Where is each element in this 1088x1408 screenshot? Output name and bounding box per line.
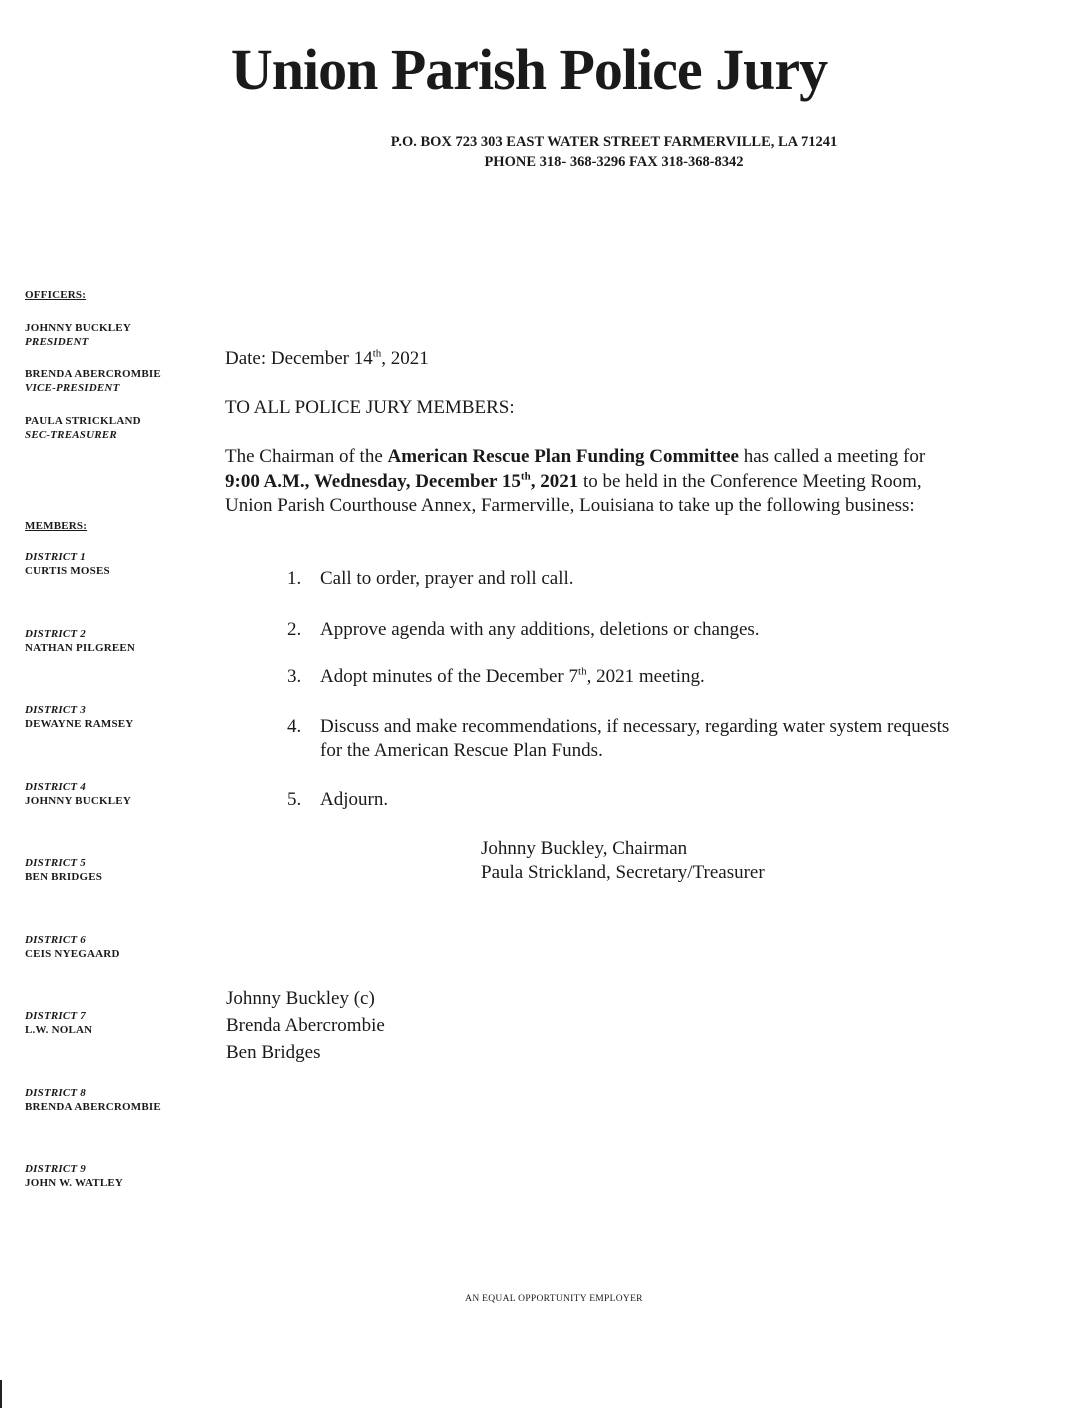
meeting-time-text: 9:00 A.M., Wednesday, December 15 — [225, 470, 521, 492]
member-name: CURTIS MOSES — [25, 565, 110, 577]
agenda-number: 4. — [287, 716, 302, 737]
agenda-text-sup: th — [578, 665, 587, 678]
agenda-text-pre: Adopt minutes of the December 7 — [320, 666, 579, 687]
member-district-6 — [25, 933, 120, 961]
letterhead-address — [0, 132, 1088, 172]
member-name: CEIS NYEGAARD — [25, 948, 120, 960]
address-line: P.O. BOX 723 303 EAST WATER STREET FARMERVILLE, LA 71241 — [390, 134, 838, 150]
organization-title: Union Parish Police Jury — [230, 37, 828, 102]
members-heading: MEMBERS: — [25, 520, 88, 532]
para-text: to be held in the Conference Meeting Room, Union Parish Courthouse Annex, Farmerville, Louisiana to take up the following business: — [225, 470, 922, 516]
agenda-item-4 — [287, 715, 977, 763]
committee-member: Johnny Buckley (c) — [226, 988, 375, 1009]
officer-sec-treasurer — [25, 414, 141, 442]
district-label: DISTRICT 3 — [25, 704, 86, 716]
agenda-text: Discuss and make recommendations, if necessary, regarding water system requests for the American Rescue Plan Funds. — [320, 716, 950, 761]
agenda-number: 2. — [287, 619, 302, 640]
member-district-7 — [25, 1009, 92, 1037]
member-district-2 — [25, 627, 135, 655]
member-district-4 — [25, 780, 131, 808]
letterhead — [0, 38, 1088, 102]
agenda-number: 1. — [287, 568, 302, 589]
date-year: , 2021 — [381, 348, 429, 369]
member-name: JOHNNY BUCKLEY — [25, 795, 131, 807]
member-district-3 — [25, 703, 133, 731]
agenda-text: Call to order, prayer and roll call. — [320, 568, 574, 589]
meeting-time-sup: th — [520, 470, 531, 483]
district-label: DISTRICT 8 — [25, 1087, 86, 1099]
member-district-1 — [25, 550, 110, 578]
phone-line: PHONE 318- 368-3296 FAX 318-368-8342 — [484, 154, 744, 170]
member-name: BRENDA ABERCROMBIE — [25, 1101, 161, 1113]
officer-role: SEC-TREASURER — [25, 429, 117, 441]
officer-president — [25, 321, 131, 349]
meeting-time — [225, 471, 578, 492]
letter-date — [225, 348, 429, 370]
agenda-number: 5. — [287, 789, 302, 810]
signature-block — [481, 837, 765, 885]
officer-role: VICE-PRESIDENT — [25, 382, 120, 394]
member-name: NATHAN PILGREEN — [25, 642, 136, 654]
district-label: DISTRICT 2 — [25, 628, 86, 640]
agenda-text: Approve agenda with any additions, deletions or changes. — [320, 619, 760, 640]
district-label: DISTRICT 5 — [25, 857, 86, 869]
meeting-paragraph — [225, 445, 960, 519]
agenda-text — [320, 665, 970, 689]
salutation: TO ALL POLICE JURY MEMBERS: — [225, 397, 515, 418]
signature-secretary: Paula Strickland, Secretary/Treasurer — [481, 862, 765, 883]
member-name: L.W. NOLAN — [25, 1024, 93, 1036]
officer-vice-president — [25, 367, 161, 395]
agenda-item-1 — [287, 567, 977, 591]
officer-name: PAULA STRICKLAND — [25, 415, 141, 427]
para-text: has called a meeting for — [738, 446, 926, 467]
district-label: DISTRICT 4 — [25, 781, 86, 793]
officer-name: JOHNNY BUCKLEY — [25, 322, 131, 334]
committee-members — [226, 985, 385, 1066]
agenda-item-2 — [287, 618, 977, 642]
officers-heading: OFFICERS: — [25, 289, 87, 301]
district-label: DISTRICT 7 — [25, 1010, 86, 1022]
footer-eoe: AN EQUAL OPPORTUNITY EMPLOYER — [465, 1294, 643, 1304]
officer-name: BRENDA ABERCROMBIE — [25, 368, 161, 380]
member-name: JOHN W. WATLEY — [25, 1177, 124, 1189]
district-label: DISTRICT 1 — [25, 551, 86, 563]
meeting-time-year: , 2021 — [530, 470, 579, 492]
committee-member: Ben Bridges — [226, 1042, 321, 1063]
district-label: DISTRICT 9 — [25, 1163, 86, 1175]
date-sup: th — [372, 347, 382, 360]
member-district-9 — [25, 1162, 123, 1190]
agenda-text-post: , 2021 meeting. — [586, 666, 705, 687]
district-label: DISTRICT 6 — [25, 934, 86, 946]
agenda-number: 3. — [287, 666, 302, 687]
committee-member: Brenda Abercrombie — [226, 1015, 385, 1036]
agenda-item-5 — [287, 788, 977, 812]
signature-chairman: Johnny Buckley, Chairman — [481, 838, 688, 859]
agenda-item-3 — [287, 665, 977, 689]
agenda-text: Adjourn. — [320, 789, 389, 810]
scan-edge-mark — [0, 1380, 2, 1408]
officer-role: PRESIDENT — [25, 336, 89, 348]
member-name: DEWAYNE RAMSEY — [25, 718, 134, 730]
committee-name: American Rescue Plan Funding Committee — [387, 446, 739, 467]
member-district-8 — [25, 1086, 161, 1114]
para-text: The Chairman of the — [225, 446, 388, 467]
member-district-5 — [25, 856, 102, 884]
date-text: Date: December 14 — [225, 348, 373, 369]
member-name: BEN BRIDGES — [25, 871, 103, 883]
